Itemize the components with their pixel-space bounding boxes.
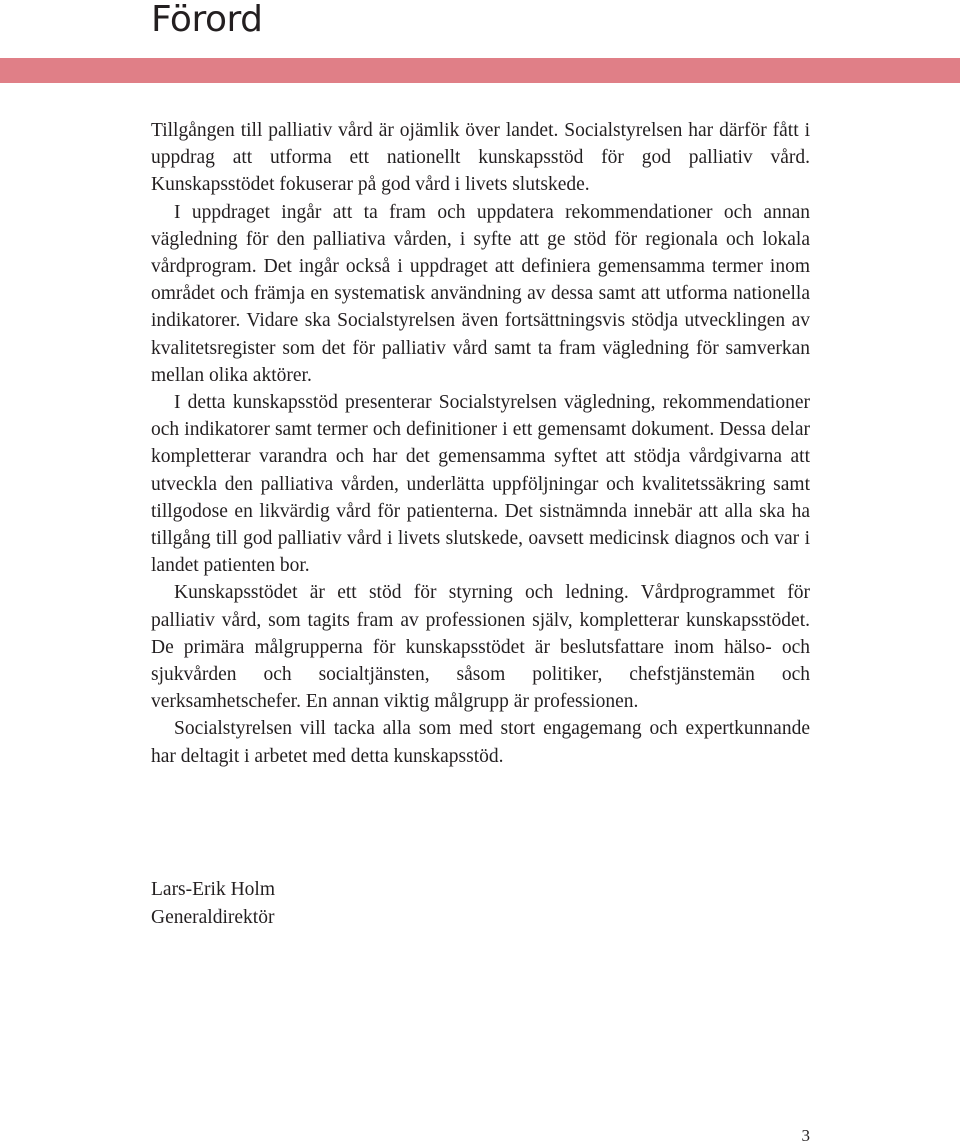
paragraph-4: Kunskapsstödet är ett stöd för styrning och ledning. Vårdprogrammet för palliativ vård, som tagits fram av professionen själv, kompletterar kunskapsstödet. De primära målgrupperna för kunskapsstödet är beslutsfattare inom hälso- och sjukvården och socialtjänsten, såsom politiker, chefstjänstemän och verksamhetschefer. En annan viktig målgrupp är professionen. [151, 582, 810, 713]
paragraph-1: Tillgången till palliativ vård är ojämlik över landet. Socialstyrelsen har därför fått i uppdrag att utforma ett nationellt kunskapsstöd för god palliativ vård. Kunskapsstödet fokuserar på god vård i livets slutskede. [151, 120, 810, 196]
title-underline-bar [0, 58, 960, 83]
foreword-body [151, 117, 810, 770]
signature-block [151, 876, 275, 931]
page-title: Förord [151, 0, 263, 40]
signatory-name: Lars-Erik Holm [151, 879, 276, 900]
paragraph-5: Socialstyrelsen vill tacka alla som med stort engagemang och expertkunnande har deltagit i arbetet med detta kunskapsstöd. [151, 718, 810, 767]
paragraph-2: I uppdraget ingår att ta fram och uppdatera rekommendationer och annan vägledning för den palliativa vården, i syfte att ge stöd för regionala och lokala vårdprogram. Det ingår också i uppdraget att definiera gemensamma termer inom området och främja en systematisk användning av dessa samt att utforma nationella indikatorer. Vidare ska Socialstyrelsen även fortsättningsvis stödja utvecklingen av kvalitetsregister som det för palliativ vård samt ta fram vägledning för samverkan mellan olika aktörer. [151, 201, 810, 386]
signatory-role: Generaldirektör [151, 906, 275, 928]
paragraph-3: I detta kunskapsstöd presenterar Socialstyrelsen vägledning, rekommendationer och indikatorer samt termer och definitioner i ett gemensamt dokument. Dessa delar kompletterar varandra och har det gemensamma syftet att stödja vårdgivarna att utveckla den palliativa vården, underlätta uppföljningar och kvalitetssäkring samt tillgodose en likvärdig vård för patienterna. Det sistnämnda innebär att alla ska ha tillgång till god palliativ vård i livets slutskede, oavsett medicinsk diagnos och var i landet patienten bor. [151, 392, 810, 577]
page-number: 3 [801, 1126, 810, 1145]
